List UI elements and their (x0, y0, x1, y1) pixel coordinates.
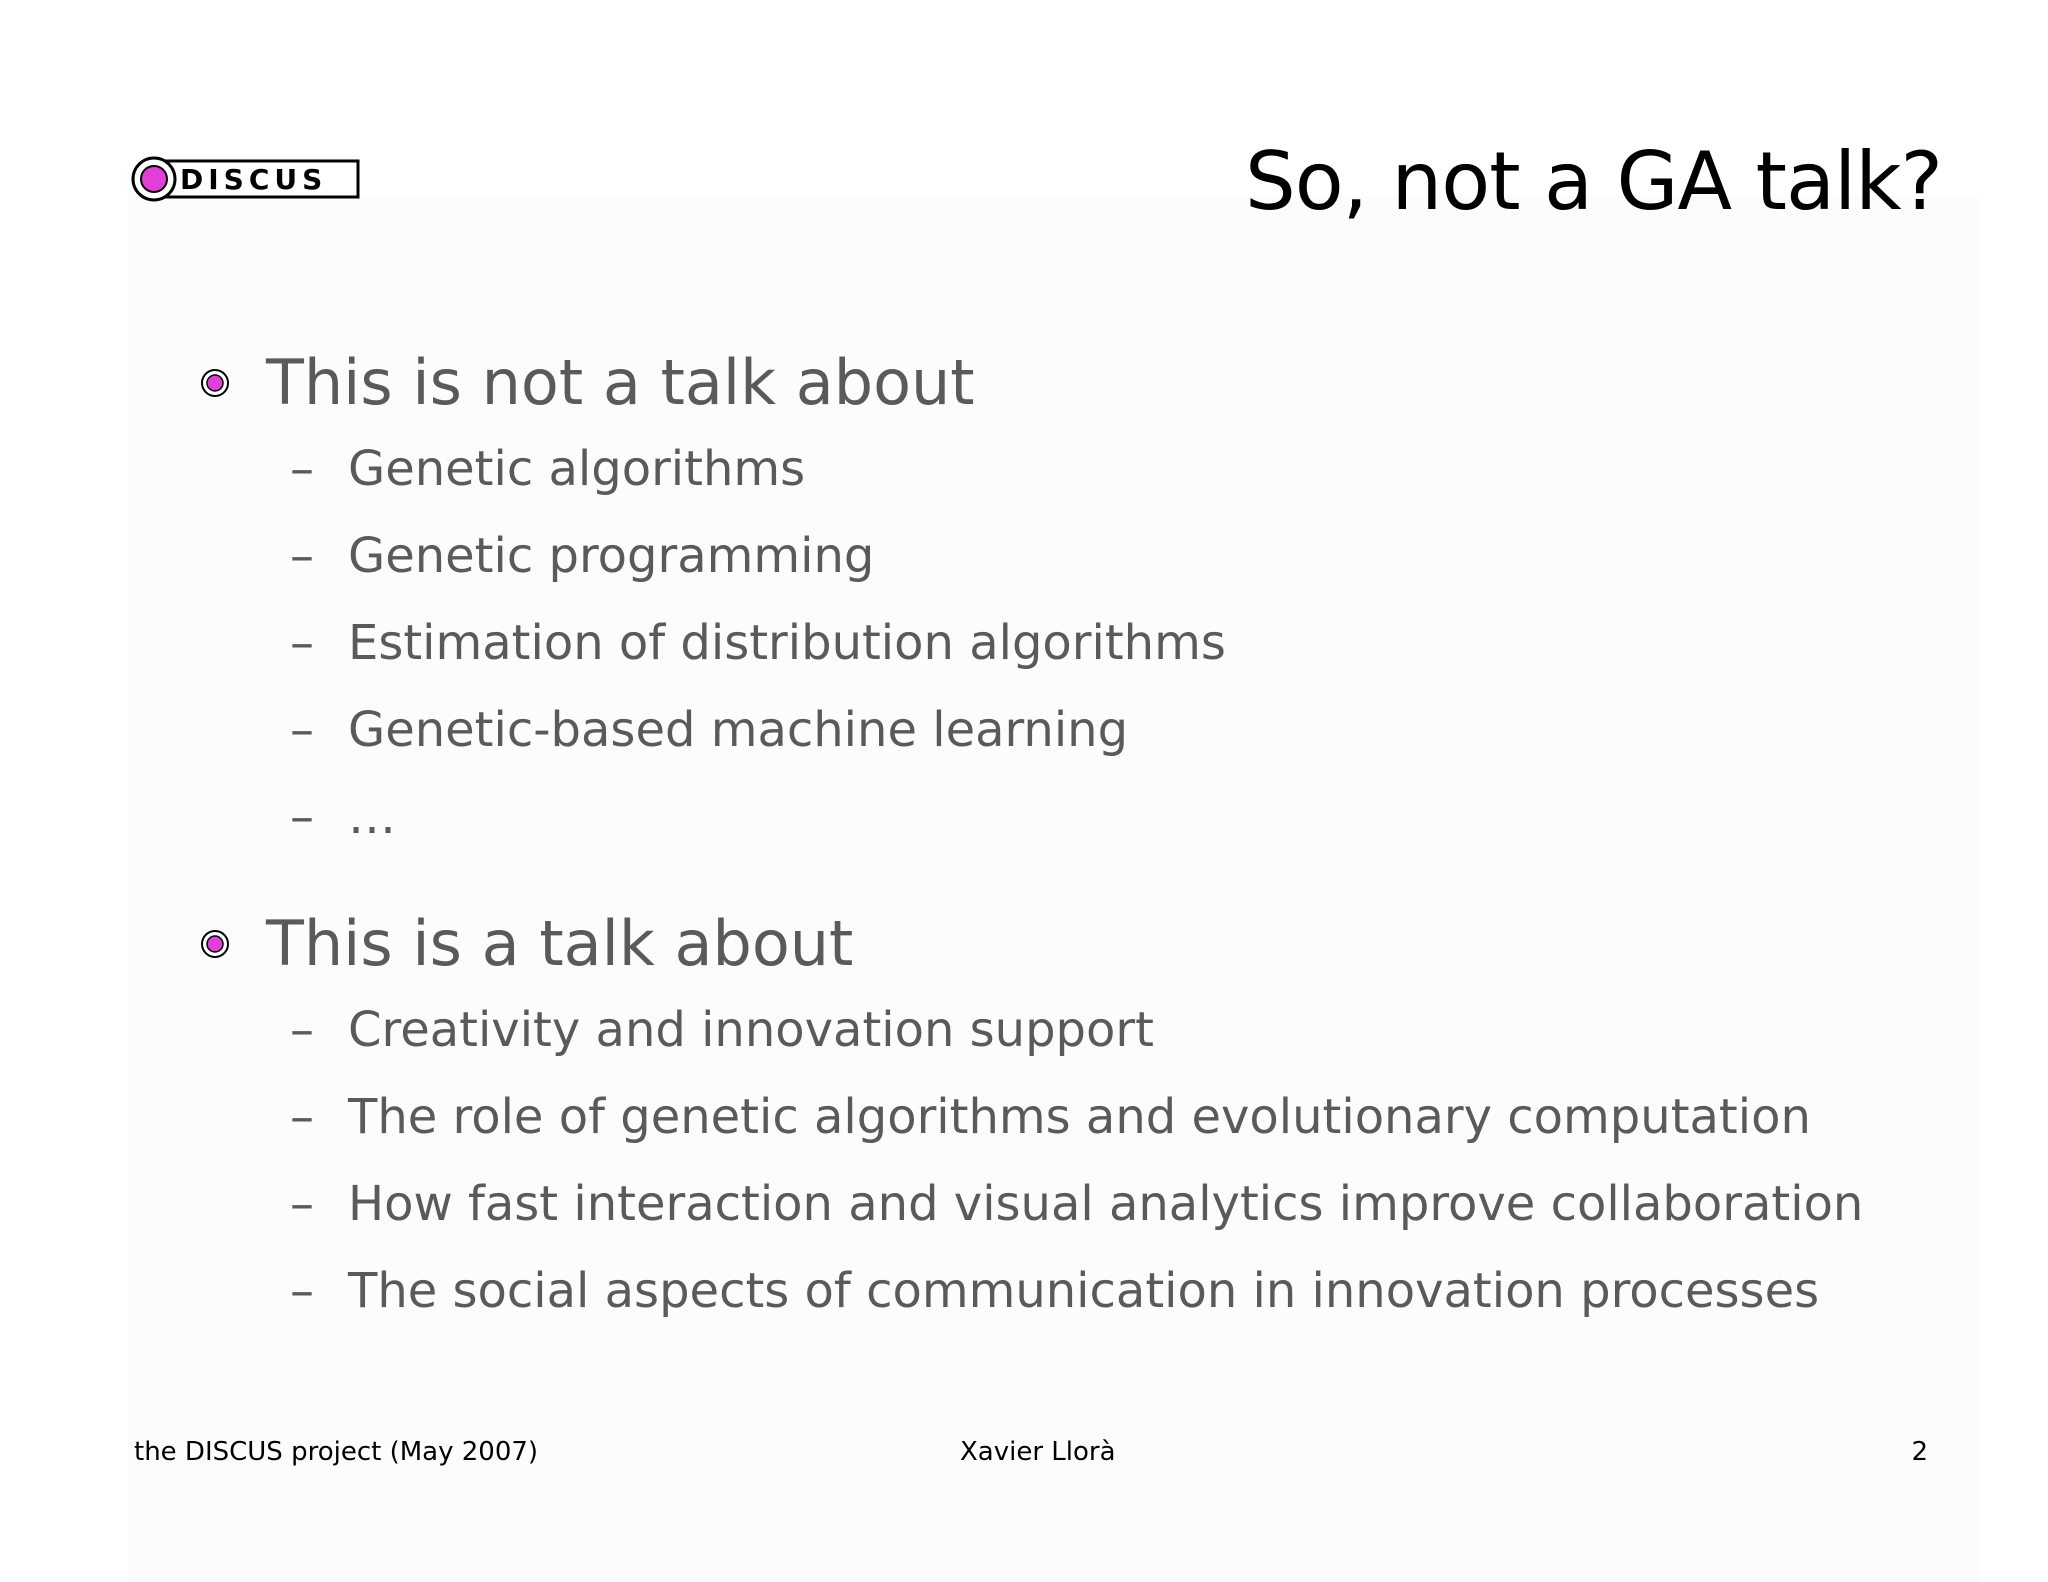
page-number: 2 (1911, 1437, 1928, 1467)
list-item-text: Genetic-based machine learning (348, 702, 1129, 758)
logo-text: DISCUS (180, 163, 328, 196)
bullet-heading-about (200, 901, 1900, 987)
list-item-text: How fast interaction and visual analytics improve collaboration (348, 1176, 1864, 1232)
magenta-circle-bullet-icon (200, 929, 230, 959)
list-item (200, 774, 1900, 861)
list-item (200, 1161, 1900, 1248)
list-item-text: Genetic algorithms (348, 441, 806, 497)
dash-marker: – (290, 1176, 314, 1232)
list-item (200, 687, 1900, 774)
sub-list-not-about (200, 426, 1900, 861)
list-item (200, 1074, 1900, 1161)
dash-marker: – (290, 789, 314, 845)
list-item-text: Genetic programming (348, 528, 875, 584)
dash-marker: – (290, 528, 314, 584)
section-spacer (200, 861, 1900, 901)
dash-marker: – (290, 702, 314, 758)
list-item (200, 600, 1900, 687)
list-item-text: Estimation of distribution algorithms (348, 615, 1226, 671)
slide-title: So, not a GA talk? (1244, 135, 1942, 228)
dash-marker: – (290, 1263, 314, 1319)
magenta-circle-bullet-icon (200, 368, 230, 398)
bullet-heading-not-about (200, 340, 1900, 426)
list-item-text: The role of genetic algorithms and evolutionary computation (348, 1089, 1811, 1145)
dash-marker: – (290, 441, 314, 497)
list-item-text: The social aspects of communication in innovation processes (348, 1263, 1820, 1319)
sub-list-about (200, 987, 1900, 1335)
bullet-list-1 (200, 340, 1900, 861)
list-item (200, 1248, 1900, 1335)
footer-author: Xavier Llorà (960, 1437, 1116, 1467)
bullet-list-2 (200, 901, 1900, 1335)
list-item (200, 513, 1900, 600)
list-item (200, 987, 1900, 1074)
dash-marker: – (290, 1089, 314, 1145)
list-item (200, 426, 1900, 513)
bullet-heading-text: This is not a talk about (266, 346, 975, 419)
footer-project-label: the DISCUS project (May 2007) (134, 1437, 539, 1467)
list-item-text: Creativity and innovation support (348, 1002, 1154, 1058)
dash-marker: – (290, 615, 314, 671)
dash-marker: – (290, 1002, 314, 1058)
slide-content (200, 340, 1900, 1335)
list-item-text: … (348, 789, 396, 845)
discus-logo (128, 155, 361, 203)
bullet-heading-text: This is a talk about (266, 907, 854, 980)
